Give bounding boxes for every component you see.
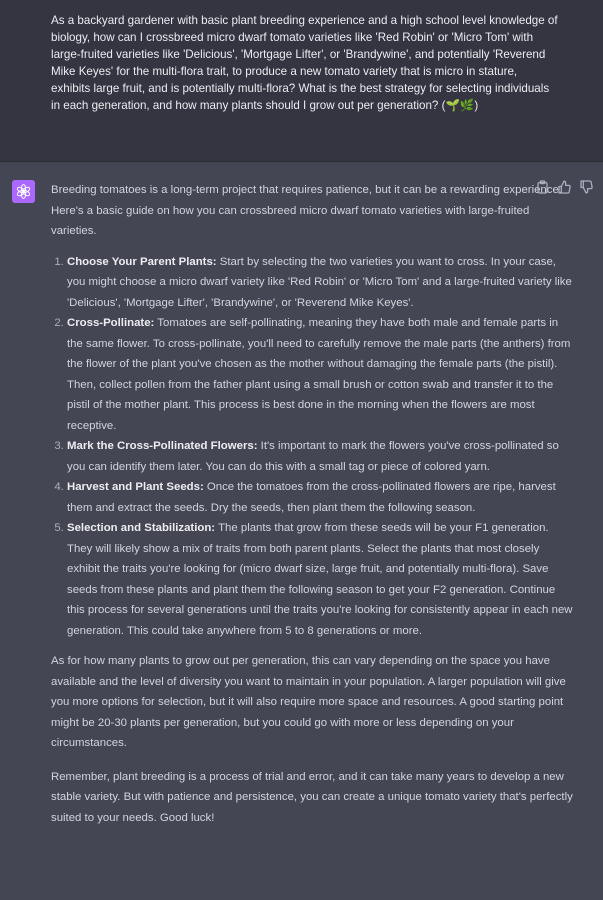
step-text: It's important to mark the flowers you've cross-pollinated so you can identify them later. You can do this with a small tag or piece of colored yarn. xyxy=(67,440,559,473)
openai-logo-icon xyxy=(16,184,31,199)
thumbs-down-icon[interactable] xyxy=(580,180,593,194)
step-text: The plants that grow from these seeds will be your F1 generation. They will likely show a mix of traits from both parent plants. Select the plants that most closely exhibit the traits you're looking for (micro dwarf size, large fruit, and potentially multi-flora). Save seeds from these plants and plant them the following season to get your F2 generation. Continue this process for several generations until the traits you're looking for consistently appear in each new generation. This could take anywhere from 5 to 8 generations or more. xyxy=(67,522,573,637)
step-title: Harvest and Plant Seeds: xyxy=(67,481,204,493)
clipboard-icon[interactable] xyxy=(536,180,549,194)
step-title: Mark the Cross-Pollinated Flowers: xyxy=(67,440,258,452)
step-title: Choose Your Parent Plants: xyxy=(67,255,217,268)
step-text: Once the tomatoes from the cross-pollinated flowers are ripe, harvest them and extract the seeds. Dry the seeds, then plant them the following season. xyxy=(67,481,556,514)
assistant-message xyxy=(0,162,603,828)
assistant-intro: Breeding tomatoes is a long-term project that requires patience, but it can be a rewarding experience. Here's a basic guide on how you can crossbreed micro dwarf tomato varieties with large-fruited varieties. xyxy=(51,184,562,237)
plants-per-generation-paragraph: As for how many plants to grow out per generation, this can vary depending on the space you have available and the level of diversity you want to maintain in your population. A larger population will give you more options for selection, but it will also require more space and resources. A good starting point might be 20-30 plants per generation, but you could go with more or less depending on your circumstances. xyxy=(51,655,566,749)
list-item xyxy=(67,477,573,518)
step-text: Start by selecting the two varieties you want to cross. In your case, you might choose a micro dwarf variety like 'Red Robin' or 'Micro Tom' and a large-fruited variety like 'Delicious', 'Mortgage Lifter', 'Brandywine', or 'Reverend Mike Keyes'. xyxy=(67,255,572,309)
user-message-text: As a backyard gardener with basic plant breeding experience and a high school level knowledge of biology, how can I crossbreed micro dwarf tomato varieties like 'Red Robin' or 'Micro Tom' with large-fruited varieties like 'Delicious', 'Mortgage Lifter', or 'Brandywine', and potentially 'Reverend Mike Keyes' for the multi-flora trait, to produce a new tomato variety that is micro in stature, exhibits large fruit, and is potentially multi-flora? What is the best strategy for selecting individuals in each generation, and how many plants should I grow out per generation? (🌱🌿) xyxy=(51,14,558,112)
step-title: Cross-Pollinate: xyxy=(67,317,155,329)
thumbs-up-icon[interactable] xyxy=(558,180,571,194)
closing-paragraph: Remember, plant breeding is a process of trial and error, and it can take many years to develop a new stable variety. But with patience and persistence, you can create a unique tomato variety that's perfectly suited to your needs. Good luck! xyxy=(51,770,573,824)
list-item xyxy=(67,313,573,436)
step-title: Selection and Stabilization: xyxy=(67,522,216,534)
step-text: Tomatoes are self-pollinating, meaning they have both male and female parts in the same flower. To cross-pollinate, you'll need to carefully remove the male parts (the anthers) from the flower of the plant you've chosen as the mother without damaging the female parts (the pistil). Then, collect pollen from the father plant using a small brush or cotton swab and transfer it to the pistil of the mother plant. This process is best done in the morning when the flowers are most receptive. xyxy=(67,317,571,432)
steps-list xyxy=(51,252,573,642)
list-item xyxy=(67,518,573,641)
message-actions xyxy=(536,180,593,194)
user-message xyxy=(0,0,603,162)
assistant-avatar xyxy=(12,180,35,203)
list-item xyxy=(67,252,573,314)
list-item xyxy=(67,436,573,477)
